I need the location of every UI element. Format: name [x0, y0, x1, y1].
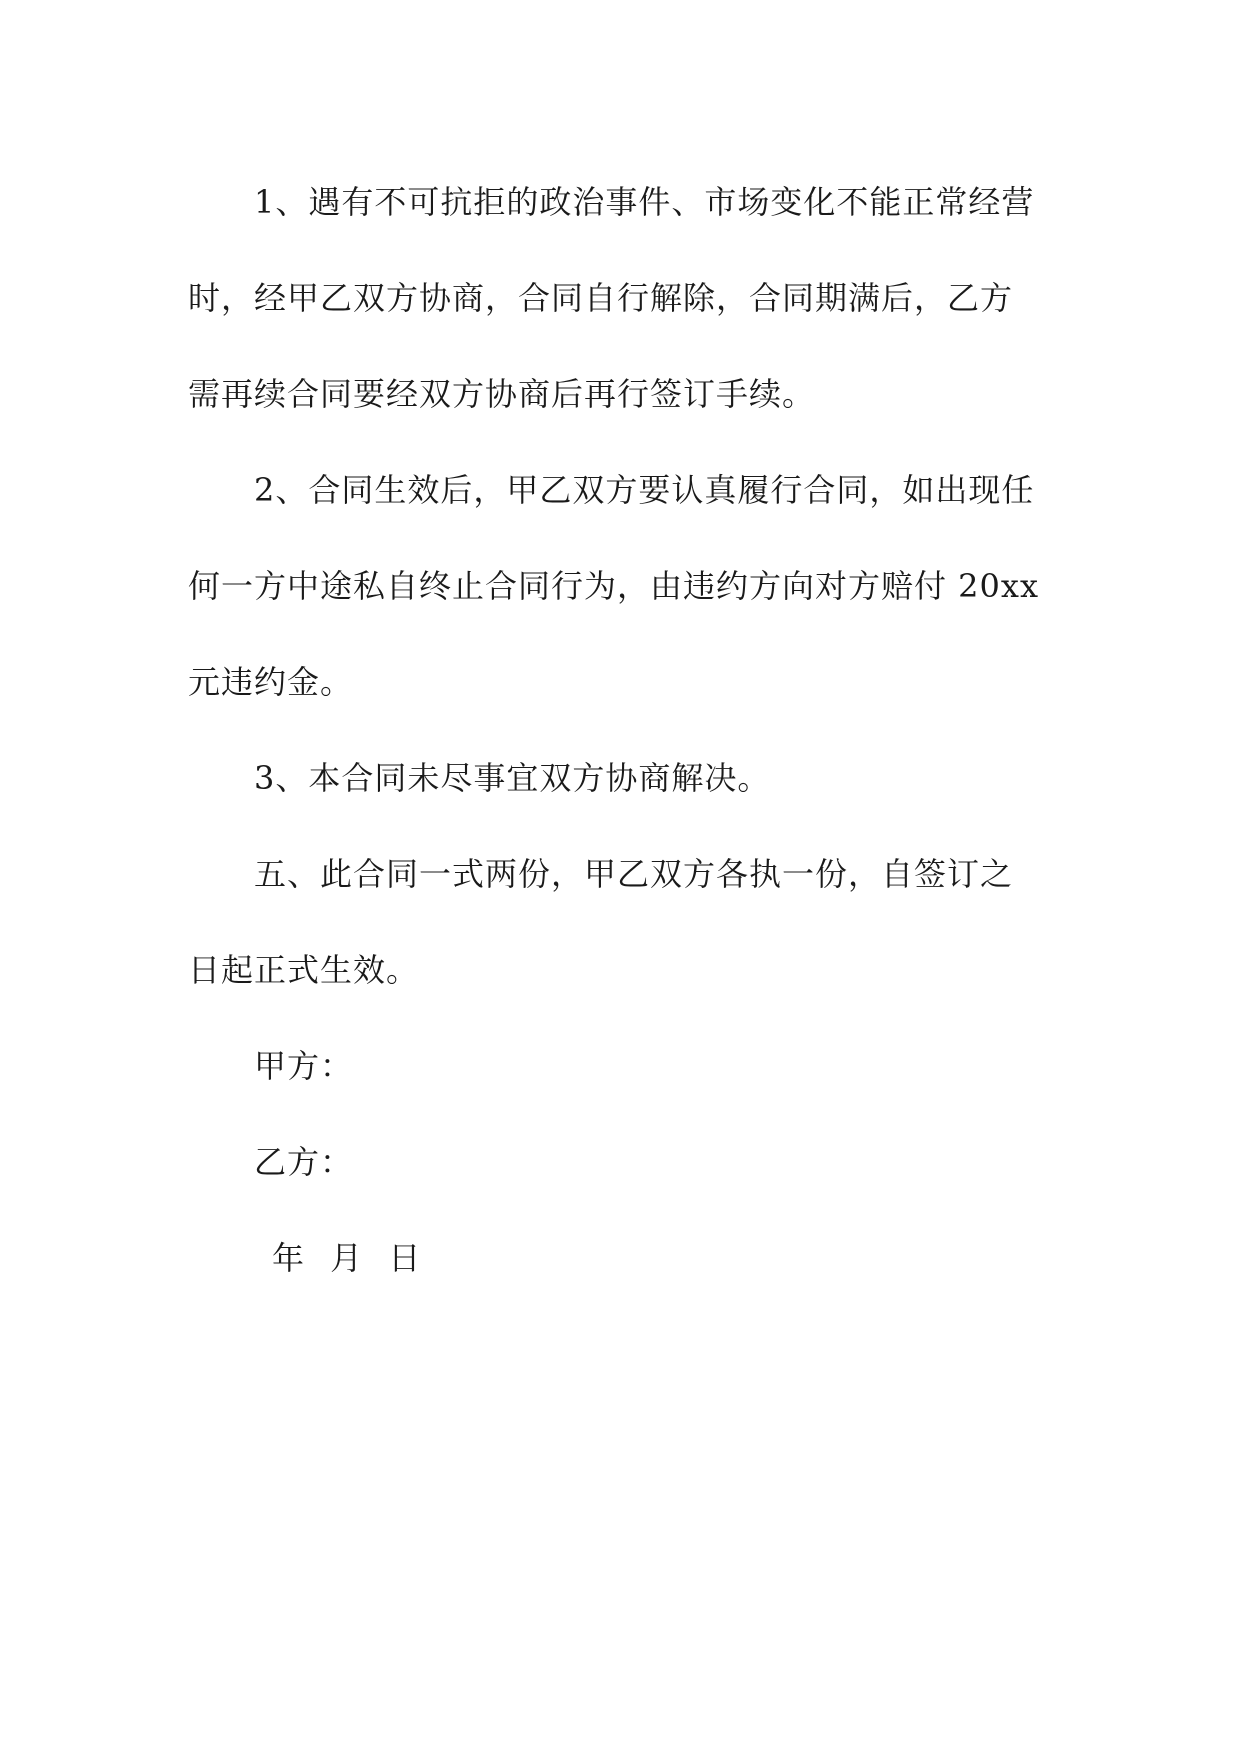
- clause-3-line-1: 3、本合同未尽事宜双方协商解决。: [254, 759, 771, 797]
- clause-1-line-3: 需再续合同要经双方协商后再行签订手续。: [188, 375, 816, 413]
- party-a-label: 甲方：: [254, 1047, 354, 1085]
- clause-2-line-2: 何一方中途私自终止合同行为，由违约方向对方赔付 20xx: [188, 567, 1039, 605]
- party-b-label: 乙方：: [254, 1143, 354, 1181]
- clause-2-line-3: 元违约金。: [188, 663, 354, 701]
- clause-1-line-2: 时，经甲乙双方协商，合同自行解除，合同期满后，乙方: [188, 279, 1014, 317]
- clause-2-line-1: 2、合同生效后，甲乙双方要认真履行合同，如出现任: [254, 471, 1035, 509]
- section-5-line-1: 五、此合同一式两份，甲乙双方各执一份，自签订之: [254, 855, 1014, 893]
- date-line: 年 月 日: [272, 1239, 422, 1277]
- clause-1-line-1: 1、遇有不可抗拒的政治事件、市场变化不能正常经营: [254, 183, 1035, 221]
- section-5-line-2: 日起正式生效。: [188, 951, 420, 989]
